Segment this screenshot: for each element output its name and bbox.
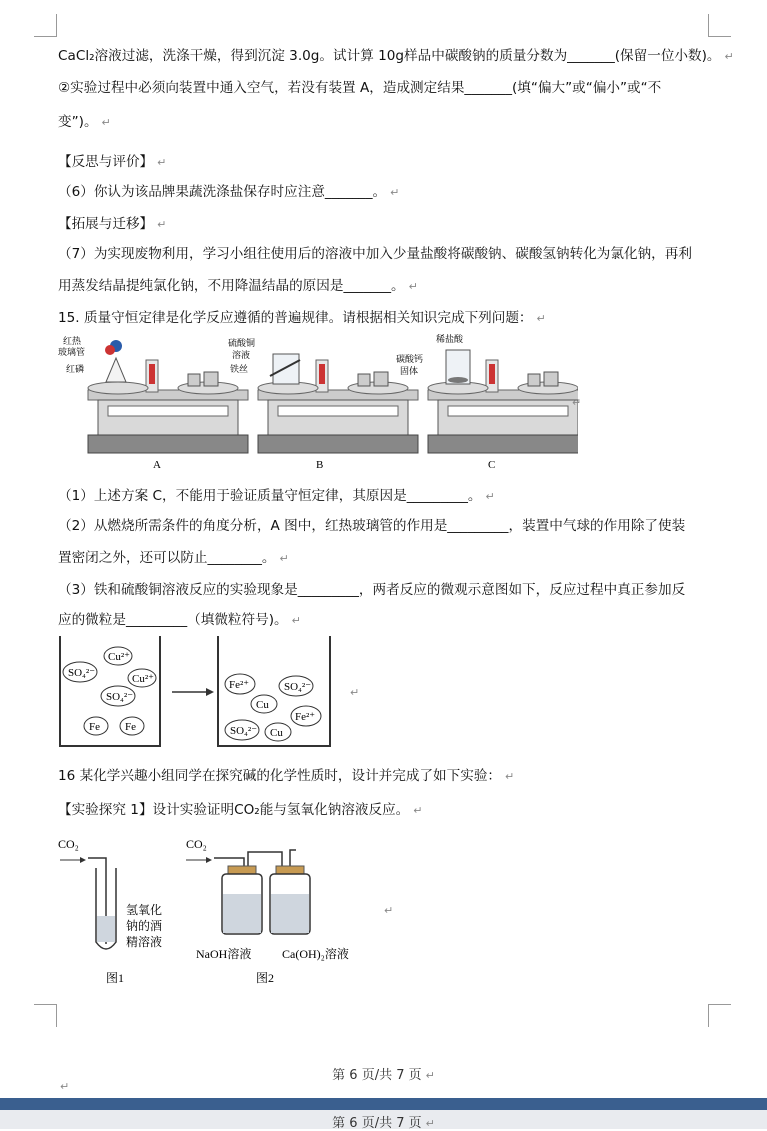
svg-text:Ca(OH)₂溶液: Ca(OH)₂溶液 [282,947,349,961]
note-copper-sulfate: 硫酸铜 [228,338,256,348]
text-line: （6）你认为该品牌果蔬洗涤盐保存时应注意_______。 ↵ [58,184,400,200]
svg-text:Fe: Fe [125,721,136,733]
co2-apparatus-figure [56,832,386,988]
note-dilute-hcl: 稀盐酸 [436,334,464,344]
label-B: B [316,459,324,471]
crop-mark-bottom-right [708,1004,731,1027]
balance-B [228,337,418,471]
crop-mark-top-left [34,14,57,37]
section-heading: 【拓展与迁移】 ↵ [58,216,167,232]
note-iron-wire: 铁丝 [230,364,249,374]
label-C: C [488,459,496,471]
svg-text:SO₄²⁻: SO₄²⁻ [68,667,96,679]
svg-text:Cu²⁺: Cu²⁺ [108,651,130,663]
svg-text:Cu: Cu [270,727,283,739]
svg-text:精溶液: 精溶液 [126,935,163,949]
text-line: （2）从燃烧所需条件的角度分析，A 图中，红热玻璃管的作用是_________，装置中气球的作用除了使装 [58,518,686,534]
crop-mark-top-right [708,14,731,37]
text-line: 变”)。 ↵ [58,114,111,130]
beaker-before [60,636,160,746]
crop-mark-bottom-left [34,1004,57,1027]
page-footer-duplicate: 第 6 页/共 7 页 ↵ [332,1116,435,1131]
svg-text:Cu: Cu [256,699,269,711]
micro-reaction-figure [56,632,366,752]
note-red-hot: 红热 [63,336,82,346]
svg-text:Fe: Fe [89,721,100,733]
svg-text:Fe²⁺: Fe²⁺ [295,711,316,723]
text-line: ②实验过程中必须向装置中通入空气，若没有装置 A，造成测定结果_______(填“偏大”或“偏小”或“不 [58,80,662,96]
page-footer: 第 6 页/共 7 页 ↵ [332,1068,435,1083]
figure-2 [186,837,349,985]
balance-C [396,333,578,471]
section-heading: 【反思与评价】 ↵ [58,154,167,170]
text-line: 用蒸发结晶提纯氯化钠，不用降温结晶的原因是_______。 ↵ [58,278,418,294]
text-line: （1）上述方案 C，不能用于验证质量守恒定律，其原因是_________。 ↵ [58,488,495,504]
figure-1 [58,837,162,985]
section-heading: 【实验探究 1】设计实验证明CO₂能与氢氧化钠溶液反应。 ↵ [58,802,423,818]
question-15: 15. 质量守恒定律是化学反应遵循的普遍规律。请根据相关知识完成下列问题： ↵ [58,310,546,326]
document-page: CaCl₂溶液过滤，洗涤干燥，得到沉淀 3.0g。试计算 10g样品中碳酸钠的质量分数为_______(保留一位小数)。 ↵ ②实验过程中必须向装置中通入空气，若没有装置 A，造成测定结果_______(填“偏大”或“偏小”或“不 变”)。 ↵ 【反思与评价】 ↵ （6）你认为该品牌果蔬洗涤盐保存时应注意_______。 ↵ 【拓展与迁移】 ↵ （7）为实现废物利用，学习小组往使用后的溶液中加入少量盐酸将碳酸钠、碳酸氢钠转化为氯化钠，再利 用蒸发结晶提纯氯化钠，不用降温结晶的原因是_______。 ↵ 15. 质量守恒定律是化学反应遵循的普遍规律。请根据相关知识完成下列问题： ↵ 红热 玻璃管 红磷 A 硫酸铜 溶液 铁丝 B 稀盐酸 碳酸钙 固体 C ↵ （1）上述方案 C，不能用于验证质量守恒定律，其原因是_________。 ↵ （2）从燃烧所需条件的角度分析，A 图中，红热玻璃管的作用是_________，装置中气球的作用除了使装 置密闭之外，还可以防止________。 ↵ （3）铁和硫酸铜溶液反应的实验现象是_________，两者反应的微观示意图如下，反应过程中真正参加反 应的微粒是_________（填微粒符号)。 ↵ SO₄²⁻ Cu²⁺ Cu²⁺ SO₄²⁻ Fe Fe Fe²⁺ SO₄²⁻ Cu Fe²⁺ SO₄²⁻ Cu ↵ 16 某化学兴趣小组同学在探究碱的化学性质时，设计并完成了如下实验： ↵ 【实验探究 1】设计实验证明CO₂能与氢氧化钠溶液反应。 ↵ CO₂ 氢氧化 钠的酒 精溶液 图1 CO₂ NaOH溶液 Ca(OH)₂溶液 图2 ↵ 第 6 页/共 7 页 ↵ ↵ [0,0,767,1100]
beaker-after [218,636,330,746]
label-A: A [153,459,161,471]
svg-text:CO₂: CO₂ [186,837,207,851]
question-16: 16 某化学兴趣小组同学在探究碱的化学性质时，设计并完成了如下实验： ↵ [58,768,515,784]
svg-text:NaOH溶液: NaOH溶液 [196,947,252,961]
text-line: 应的微粒是_________（填微粒符号)。 ↵ [58,612,301,628]
note-solution: 溶液 [232,350,251,360]
svg-text:SO₄²⁻: SO₄²⁻ [230,725,258,737]
balance-A [58,335,251,471]
text-line: （7）为实现废物利用，学习小组往使用后的溶液中加入少量盐酸将碳酸钠、碳酸氢钠转化为氯化钠，再利 [58,246,692,262]
text-line: CaCl₂溶液过滤，洗涤干燥，得到沉淀 3.0g。试计算 10g样品中碳酸钠的质量分数为_______(保留一位小数)。 ↵ [58,48,734,64]
svg-text:SO₄²⁻: SO₄²⁻ [284,681,312,693]
caption-fig2: 图2 [256,971,275,985]
svg-text:钠的酒: 钠的酒 [126,919,163,933]
svg-text:氢氧化: 氢氧化 [126,903,163,917]
note-solid: 固体 [400,366,419,376]
page-separator [0,1098,767,1110]
svg-text:SO₄²⁻: SO₄²⁻ [106,691,134,703]
reaction-arrow [172,688,214,696]
note-calcium-carbonate: 碳酸钙 [396,354,424,364]
svg-text:Fe²⁺: Fe²⁺ [229,679,250,691]
note-red-phosphorus: 红磷 [66,364,85,374]
note-glass-tube: 玻璃管 [58,347,86,357]
text-line: （3）铁和硫酸铜溶液反应的实验现象是_________，两者反应的微观示意图如下，反应过程中真正参加反 [58,582,686,598]
svg-text:Cu²⁺: Cu²⁺ [132,673,154,685]
balance-figure [58,330,578,475]
svg-text:CO₂: CO₂ [58,837,79,851]
text-line: 置密闭之外，还可以防止________。 ↵ [58,550,289,566]
caption-fig1: 图1 [106,971,125,985]
